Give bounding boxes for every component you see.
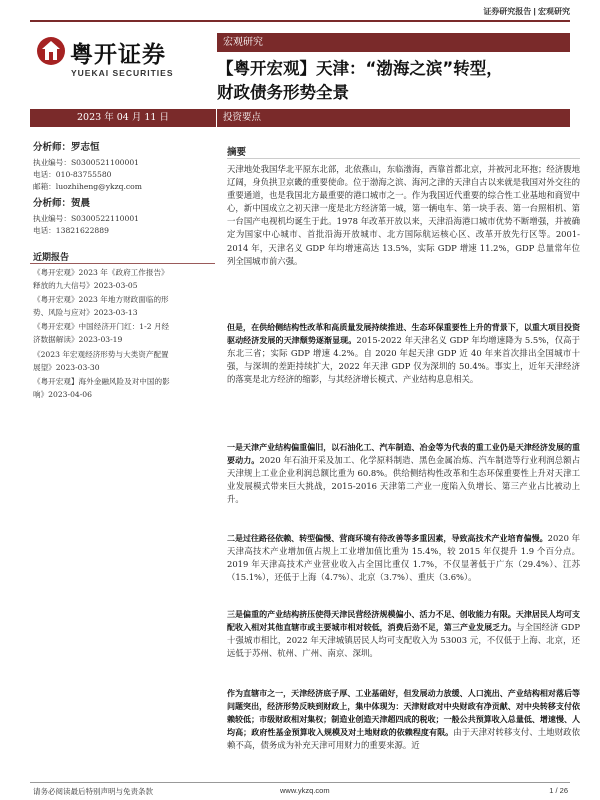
recent-report-item[interactable] <box>33 348 213 374</box>
analyst-id: 执业编号：S0300522110001 <box>33 214 139 223</box>
recent-report-line: 展望》2023-03-30 <box>33 362 100 372</box>
analyst-email: 邮箱：luozhiheng@ykzq.com <box>33 182 142 191</box>
analyst-phone: 电话：010-83755580 <box>33 170 112 179</box>
analyst-1 <box>33 142 213 193</box>
recent-reports-rule <box>30 263 215 264</box>
recent-report-line: 释放的九大信号》2023-03-05 <box>33 281 138 291</box>
title-line-2: 财政债务形势全景 <box>217 83 349 102</box>
recent-report-line: 济数据解读》2023-03-19 <box>33 335 123 345</box>
footer-rule <box>30 782 570 783</box>
category-band: 宏观研究 <box>217 33 570 52</box>
recent-report-item[interactable] <box>33 266 213 292</box>
logo-name-en: YUEKAI SECURITIES <box>71 68 174 78</box>
abstract-heading: 摘要 <box>227 147 247 158</box>
paragraph-body: 天津地处我国华北平原东北部，北依燕山，东临渤海，西靠首都北京，并被河北环抱；经济腹地辽阔，身负拱卫京畿的重要使命。位于渤海之滨、海河之津的天津自古以来就是我国对外交往的重要通道，也是我国北方最重要的港口城市之一。作为我国近代重要的综合性工业基地和商贸中心，新中国成立之初天津一度是北方经济第一城，第一辆电车、第一块手表、第一台照相机、第一台国产电视机均诞生于此。1978 年改革开放以来，天津沿海港口城市优势不断增强，并被确定为国家中心城市、首批沿海开放城市、北方国际航运核心区、改革开放先行区等。2001-2014 年，天津名义 GDP 年均增速高达 13.5%，实际 GDP 增速 11.2%，GDP 总量常年位列全国城市前六强。 <box>227 164 580 266</box>
recent-report-line: 《粤开宏观》2023 年《政府工作报告》 <box>33 268 169 277</box>
abstract-rule <box>227 158 580 159</box>
recent-reports-list <box>33 266 213 402</box>
paragraph-lead: 二是过往路径依赖、转型偏慢、营商环境有待改善等多重因素，导致高技术产业培育偏慢。 <box>227 534 548 543</box>
report-type-label: 证券研究报告 | 宏观研究 <box>483 7 570 16</box>
company-logo <box>36 32 212 90</box>
paragraph-2 <box>227 321 580 386</box>
header-rule <box>30 20 570 22</box>
analyst-2 <box>33 198 213 237</box>
paragraph-lead: 三是偏重的产业结构挤压使得天津民营经济规模偏小、活力不足、创收能力有限。天津居民人均可支配收入相对其他直辖市或主要城市相对较低，消费后劲不足，第三产业发展乏力。 <box>227 610 580 633</box>
paragraph-body: 由于天津对转移支付、土地财政依赖不高，债务成为补充天津可用财力的重要来源。近 <box>227 727 580 751</box>
recent-report-line: 响》2023-04-06 <box>33 389 92 399</box>
title-line-1: 【粤开宏观】天津：“渤海之滨”转型， <box>217 59 503 78</box>
paragraph-lead: 但是，在供给侧结构性改革和高质量发展持续推进、生态环保重要性上升的背景下，以重大项目投资驱动经济发展的天津颓势逐渐显现。 <box>227 323 580 346</box>
recent-report-item[interactable] <box>33 320 213 346</box>
recent-reports-heading: 近期报告 <box>33 253 70 263</box>
report-title <box>217 57 577 105</box>
footer-disclaimer: 请务必阅读最后特别声明与免责条款 <box>33 787 153 796</box>
paragraph-lead: 作为直辖市之一，天津经济底子厚、工业基础好，但发展动力放缓、人口流出、产业结构相对落后等问题突出，经济形势反映到财政上，集中体现为：天津财政对中央财政有净贡献、对中央转移支付依赖较低；市级财政相对集权；制造业创造天津超四成的税收；一般公共预算收入总量低、增速慢、人均高；政府性基金预算收入规模及对土地财政的依赖程度有限。 <box>227 689 580 738</box>
paragraph-5 <box>227 608 580 660</box>
recent-report-line: 《粤开宏观》中国经济开门红：1-2 月经 <box>33 322 170 332</box>
analyst-name: 分析师：贺晨 <box>33 198 91 209</box>
paragraph-4 <box>227 532 580 584</box>
recent-report-line: 《2023 年宏观经济形势与大类资产配置 <box>33 349 169 359</box>
paragraph-1 <box>227 163 580 268</box>
analyst-id: 执业编号：S0300521100001 <box>33 158 139 167</box>
recent-report-line: 势、风险与应对》2023-03-13 <box>33 308 138 318</box>
paragraph-6 <box>227 687 580 779</box>
report-date: 2023 年 04 月 11 日 <box>30 109 216 127</box>
recent-report-item[interactable] <box>33 293 213 319</box>
recent-report-line: 《粤开宏观》2023 年地方财政面临的形 <box>33 295 169 305</box>
paragraph-body: 2020 年石油开采及加工、化学原料制造、黑色金属冶炼、汽车制造等行业利润总额占天津规上工业企业利润总额比重为 60.8%。供给侧结构性改革和生态环保重要性上升对天津工业发展模式带来巨大挑战，2015-2016 天津第二产业一度陷入负增长、第三产业占比被动上升。 <box>227 455 580 505</box>
recent-report-line: 《粤开宏观】海外金融风险及对中国的影 <box>33 376 170 386</box>
paragraph-3 <box>227 441 580 506</box>
section-band: 投资要点 <box>217 109 570 127</box>
analyst-name: 分析师：罗志恒 <box>33 142 100 153</box>
logo-name-cn: 粤开证券 <box>70 42 166 68</box>
paragraph-body: 2015-2022 年天津名义 GDP 年均增速降为 5.5%，仅高于东北三省；实际 GDP 增速 4.2%。自 2020 年起天津 GDP 近 40 年来首次排出全国城市十强，与深圳的差距持续扩大，2022 年天津 GDP 仅为深圳的 50.4%。事实上，近年天津经济的落寞是北方经济的缩影，与其经济增长模式、产业结构息息相关。 <box>227 335 581 385</box>
footer-website-link[interactable]: www.ykzq.com <box>280 786 330 795</box>
paragraph-body: 与全国经济 GDP 十强城市相比，2022 年天津城镇居民人均可支配收入为 53003 元，不仅低于上海、北京，还远低于苏州、杭州、广州、南京、深圳。 <box>227 622 580 659</box>
page-number: 1 / 26 <box>549 786 568 795</box>
paragraph-lead: 一是天津产业结构偏重偏旧，以石油化工、汽车制造、冶金等为代表的重工业仍是天津经济发展的重要动力。 <box>227 443 580 466</box>
paragraph-body: 2020 年天津高技术产业增加值占规上工业增加值比重为 15.4%，较 2015 年仅提升 1.9 个百分点。2019 年天津高技术产业营业收入占全国比重仅 1.7%，不仅显著低于广东（29.4%）、江苏（15.1%），还低于上海（4.7%）、北京（3.7%）、重庆（3.6%）。 <box>227 533 580 583</box>
recent-report-item[interactable] <box>33 375 213 401</box>
logo-mark-icon <box>36 36 66 66</box>
analyst-phone: 电话：13821622889 <box>33 226 109 235</box>
